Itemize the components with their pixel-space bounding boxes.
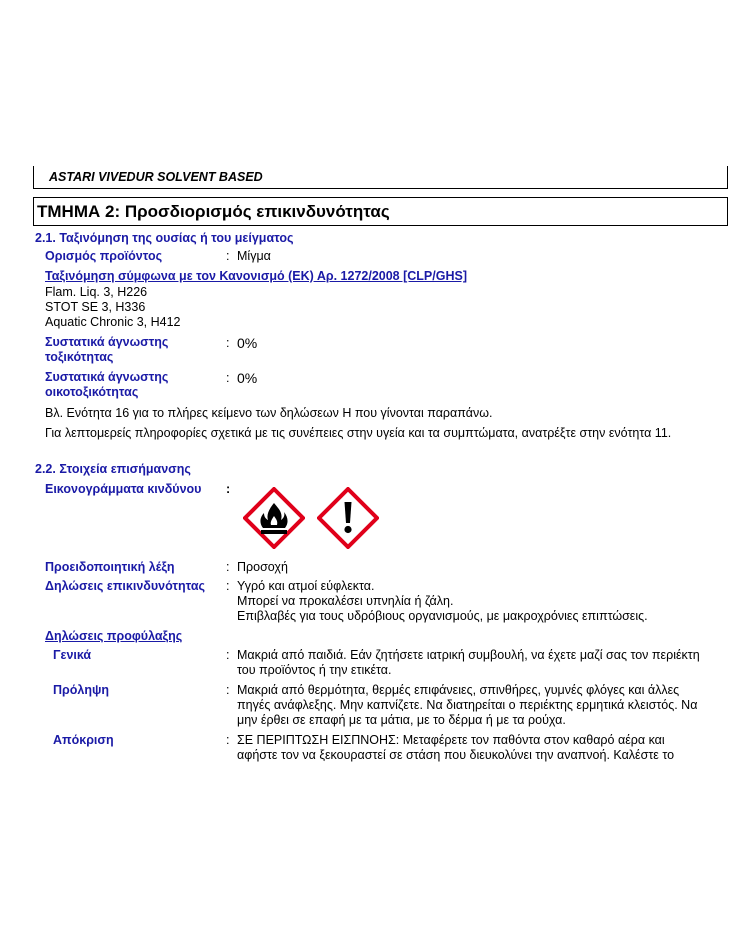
prevention-line: Μακριά από θερμότητα, θερμές επιφάνειες, σπινθήρες, γυμνές φλόγες και άλλες <box>237 683 680 697</box>
note-section-11: Για λεπτομερείς πληροφορίες σχετικά με τις συνέπειες στην υγεία και τα συμπτώματα, ανατρέξτε στην ενότητα 11. <box>45 426 672 440</box>
signal-word-label: Προειδοποιητική λέξη <box>45 560 175 574</box>
prevention-colon: : <box>226 683 230 697</box>
section-title-box <box>33 197 728 226</box>
general-line: του προϊόντος ή την ετικέτα. <box>237 663 392 677</box>
signal-word-colon: : <box>226 560 230 574</box>
general-colon: : <box>226 648 230 662</box>
product-definition-label: Ορισμός προϊόντος <box>45 249 163 263</box>
unknown-ecotoxicity-label: Συστατικά άγνωστης <box>45 370 169 384</box>
exclamation-mark-icon <box>317 487 379 549</box>
classification-line: Flam. Liq. 3, H226 <box>45 285 148 299</box>
unknown-toxicity-colon: : <box>226 336 230 350</box>
prevention-label: Πρόληψη <box>53 683 110 697</box>
hazard-statements-label: Δηλώσεις επικινδυνότητας <box>45 579 206 593</box>
hazard-statement: Υγρό και ατμοί εύφλεκτα. <box>237 579 375 593</box>
response-colon: : <box>226 733 230 747</box>
section-2-2-heading: 2.2. Στοιχεία επισήμανσης <box>35 462 191 476</box>
flame-icon <box>243 487 305 549</box>
hazard-statement: Μπορεί να προκαλέσει υπνηλία ή ζάλη. <box>237 594 454 608</box>
unknown-toxicity-label: τοξικότητας <box>45 350 114 364</box>
unknown-toxicity-value: 0% <box>237 335 258 351</box>
response-label: Απόκριση <box>53 733 114 747</box>
product-name: ASTARI VIVEDUR SOLVENT BASED <box>49 170 263 184</box>
hazard-statements-colon: : <box>226 579 230 593</box>
note-section-16: Βλ. Ενότητα 16 για το πλήρες κείμενο των δηλώσεων Η που γίνονται παραπάνω. <box>45 406 493 420</box>
hazard-statement: Επιβλαβές για τους υδρόβιους οργανισμούς, με μακροχρόνιες επιπτώσεις. <box>237 609 648 623</box>
unknown-ecotoxicity-label: οικοτοξικότητας <box>45 385 139 399</box>
pictograms-colon: : <box>226 482 231 496</box>
product-definition-value: Μίγμα <box>237 249 271 263</box>
product-definition-colon: : <box>226 249 230 263</box>
pictograms-label: Εικονογράμματα κινδύνου <box>45 482 202 496</box>
classification-link[interactable]: Ταξινόμηση σύμφωνα με τον Κανονισμό (ΕΚ) Αρ. 1272/2008 [CLP/GHS] <box>45 269 467 283</box>
unknown-toxicity-label: Συστατικά άγνωστης <box>45 335 169 349</box>
section-2-1-heading: 2.1. Ταξινόμηση της ουσίας ή του μείγματος <box>35 231 294 245</box>
unknown-ecotoxicity-value: 0% <box>237 370 258 386</box>
general-line: Μακριά από παιδιά. Εάν ζητήσετε ιατρική συμβουλή, να έχετε μαζί σας τον περιέκτη <box>237 648 700 662</box>
product-name-box <box>33 166 728 189</box>
section-title: ΤΜΗΜΑ 2: Προσδιορισμός επικινδυνότητας <box>37 202 390 221</box>
response-line: ΣΕ ΠΕΡΙΠΤΩΣΗ ΕΙΣΠΝΟΗΣ: Μεταφέρετε τον παθόντα στον καθαρό αέρα και <box>237 733 665 747</box>
general-label: Γενικά <box>53 648 92 662</box>
classification-line: STOT SE 3, H336 <box>45 300 146 314</box>
precautionary-statements-heading[interactable]: Δηλώσεις προφύλαξης <box>45 629 183 643</box>
signal-word-value: Προσοχή <box>237 560 288 574</box>
classification-line: Aquatic Chronic 3, H412 <box>45 315 181 329</box>
prevention-line: μην έρθει σε επαφή με τα μάτια, με το δέρμα ή με τα ρούχα. <box>237 713 566 727</box>
prevention-line: πηγές ανάφλεξης. Μην καπνίζετε. Να διατηρείται ο περιέκτης ερμητικά κλειστός. Να <box>237 698 698 712</box>
unknown-ecotoxicity-colon: : <box>226 371 230 385</box>
response-line: αφήστε τον να ξεκουραστεί σε στάση που διευκολύνει την αναπνοή. Καλέστε το <box>237 748 675 762</box>
